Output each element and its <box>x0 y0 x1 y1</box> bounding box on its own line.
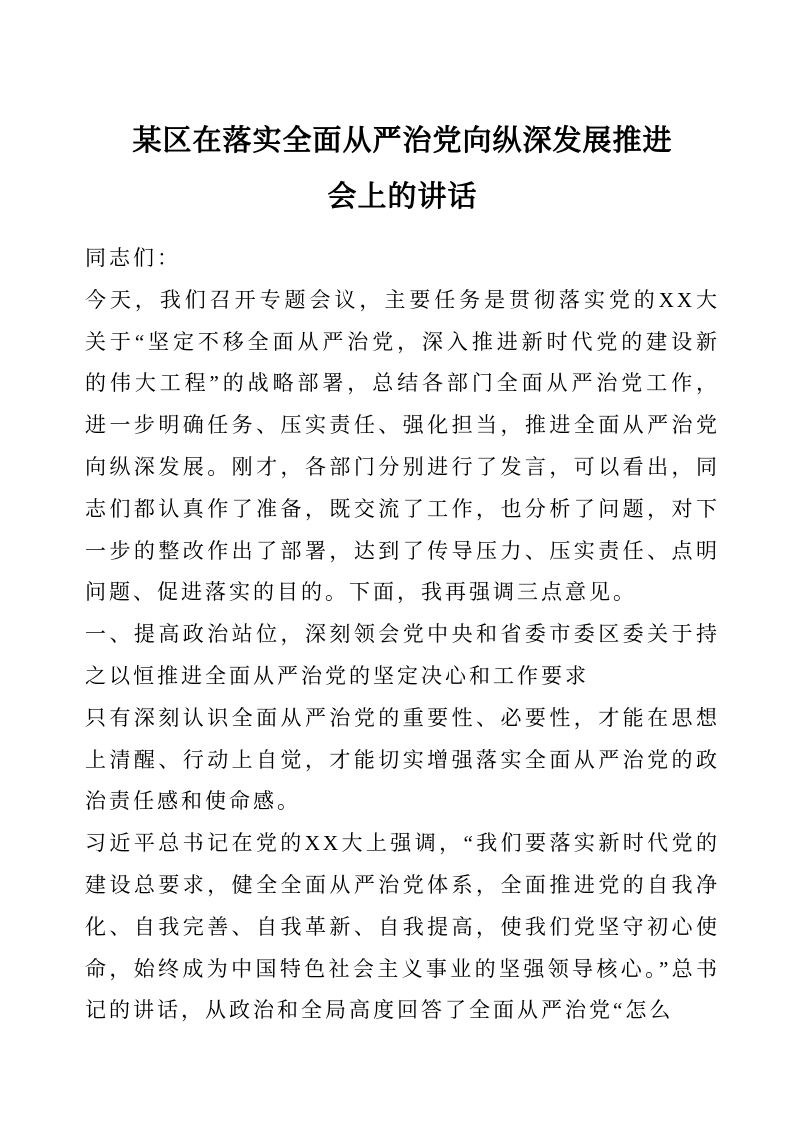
paragraph-point-one-body: 只有深刻认识全面从严治党的重要性、必要性，才能在思想上清醒、行动上自觉，才能切实增强落实全面从严治党的政治责任感和使命感。 <box>85 705 720 814</box>
paragraph-greeting: 同志们： <box>85 246 181 270</box>
paragraph-quote: 习近平总书记在党的XX大上强调，“我们要落实新时代党的建设总要求，健全全面从严治党体系，全面推进党的自我净化、自我完善、自我革新、自我提高，使我们党坚守初心使命，始终成为中国特色社会主义事业的坚强领导核心。”总书记的讲话，从政治和全局高度回答了全面从严治党“怎么 <box>85 831 720 1023</box>
document-title: 某区在落实全面从严治党向纵深发展推进会上的讲话 <box>132 125 673 213</box>
heading-point-one: 一、提高政治站位，深刻领会党中央和省委市委区委关于持之以恒推进全面从严治党的坚定决心和工作要求 <box>85 622 720 688</box>
paragraph-intro: 今天，我们召开专题会议，主要任务是贯彻落实党的XX大关于“坚定不移全面从严治党，深入推进新时代党的建设新的伟大工程”的战略部署，总结各部门全面从严治党工作，进一步明确任务、压实责任、强化担当，推进全面从严治党向纵深发展。刚才，各部门分别进行了发言，可以看出，同志们都认真作了准备，既交流了工作，也分析了问题，对下一步的整改作出了部署，达到了传导压力、压实责任、点明问题、促进落实的目的。下面，我再强调三点意见。 <box>85 287 720 605</box>
document-body <box>85 238 720 1032</box>
